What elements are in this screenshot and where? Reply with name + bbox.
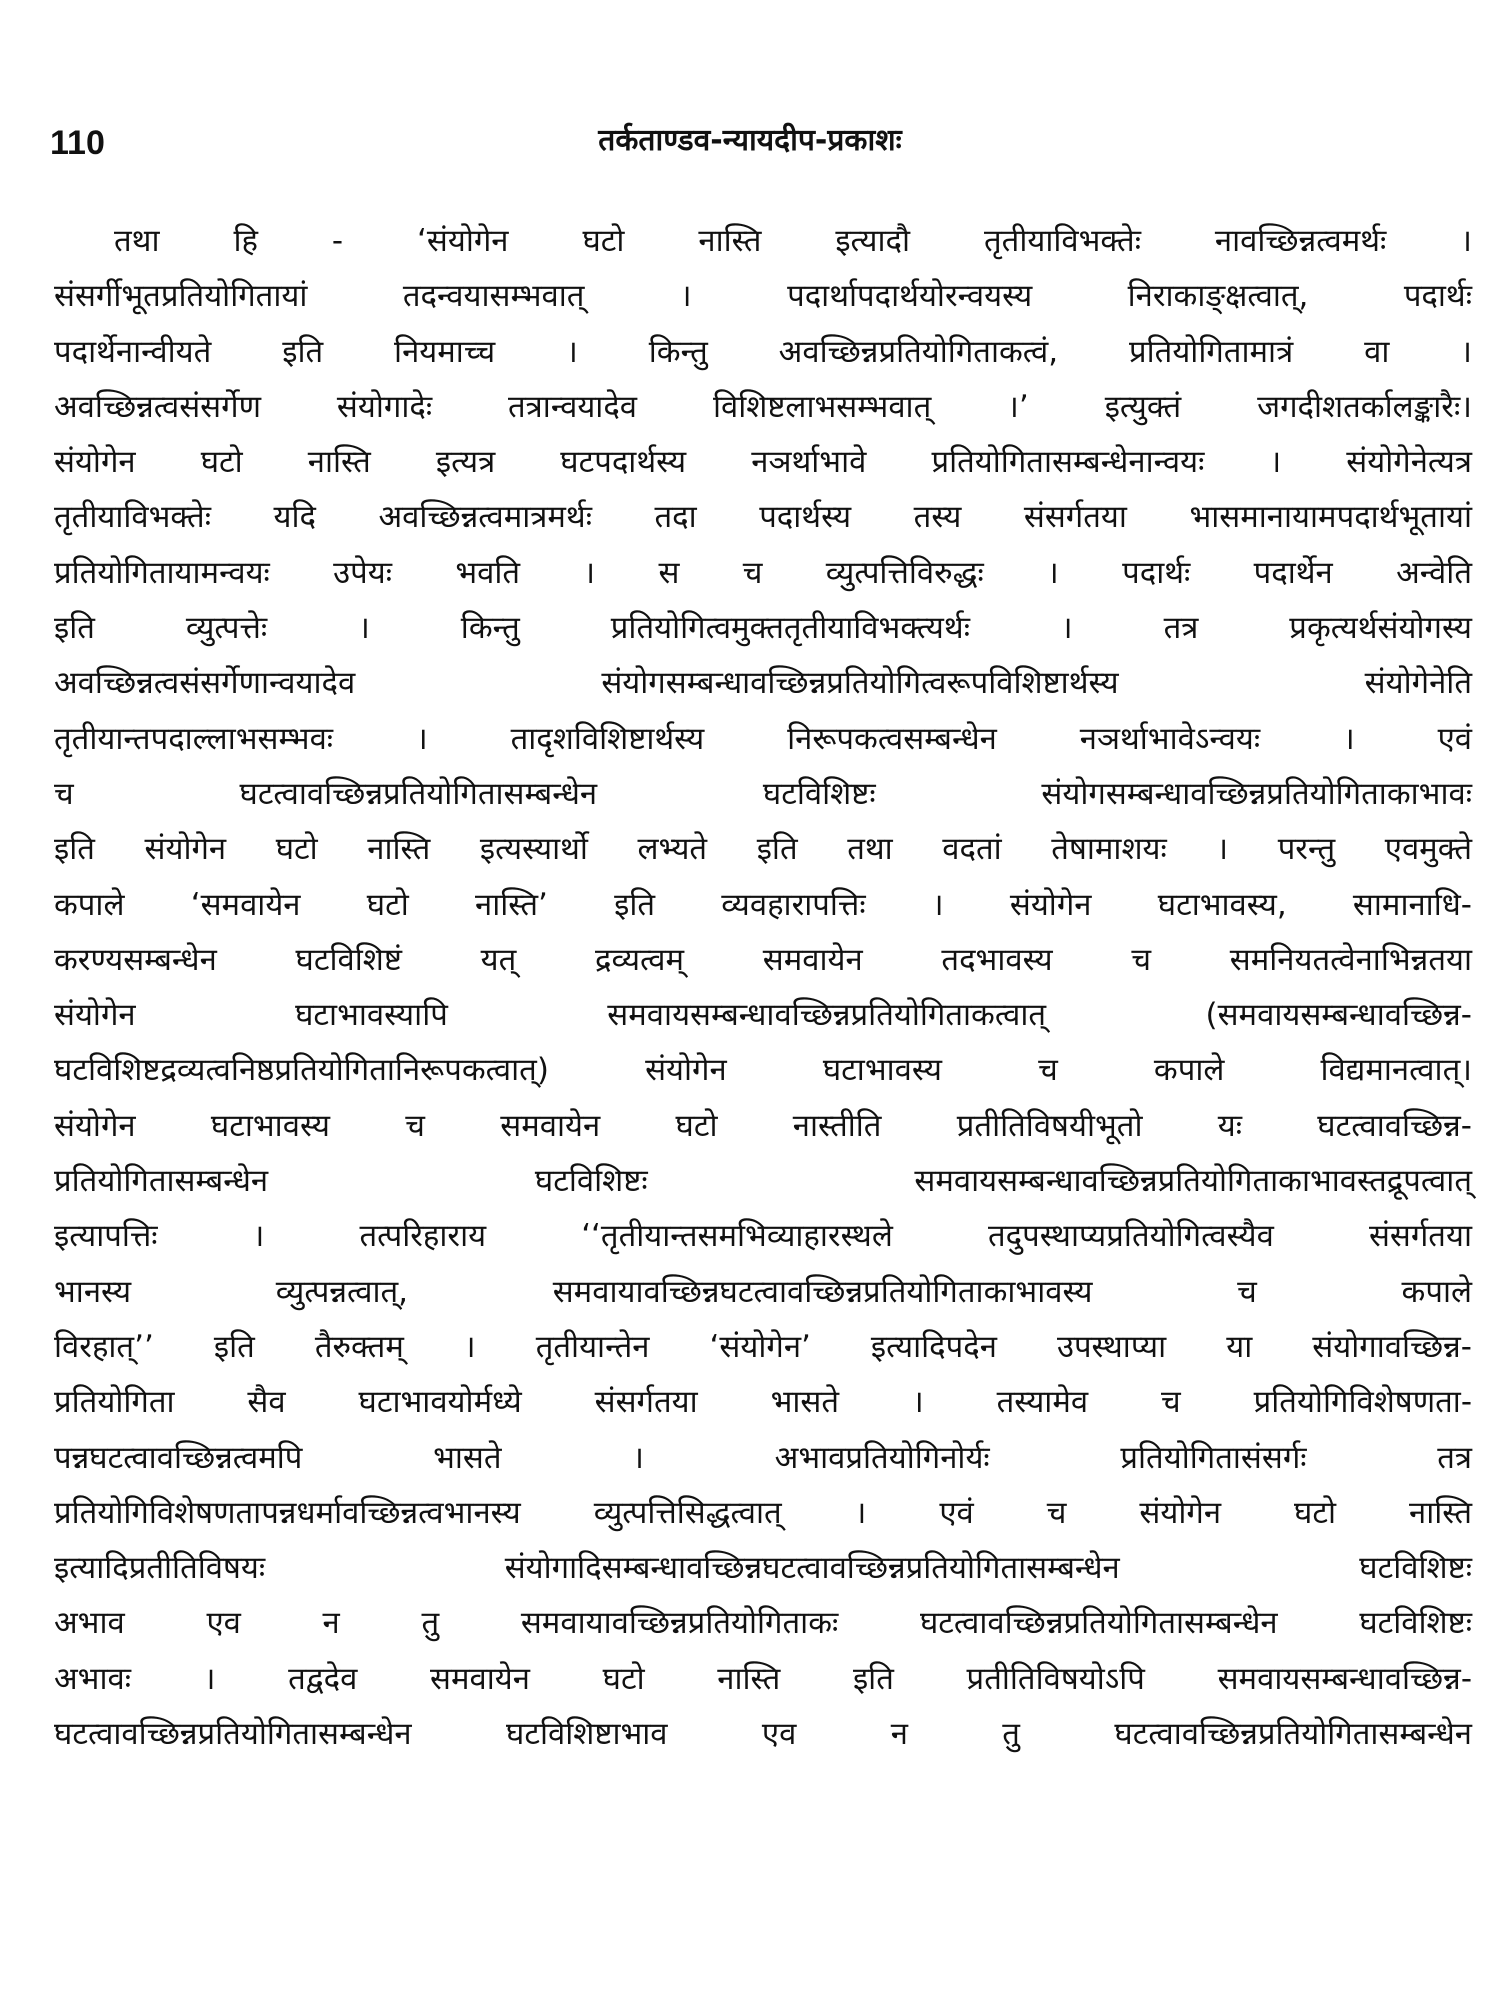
text-line: करण्यसम्बन्धेन घटविशिष्टं यत् द्रव्यत्वम् समवायेन तदभावस्य च समनियतत्वेनाभिन्नतया bbox=[54, 941, 1472, 978]
text-line: भानस्य व्युत्पन्नत्वात्, समवायावच्छिन्नघटत्वावच्छिन्नप्रतियोगिताकाभावस्य च कपाले bbox=[54, 1273, 1472, 1310]
text-line: कपाले ‘समवायेन घटो नास्ति’ इति व्यवहारापत्तिः । संयोगेन घटाभावस्य, सामानाधि- bbox=[54, 886, 1472, 923]
text-line: प्रतियोगितायामन्वयः उपेयः भवति । स च व्युत्पत्तिविरुद्धः । पदार्थः पदार्थेन अन्वेति bbox=[54, 554, 1472, 591]
text-line: इत्यापत्तिः । तत्परिहाराय ‘‘तृतीयान्तसमभिव्याहारस्थले तदुपस्थाप्यप्रतियोगित्वस्यैव संसर्गतया bbox=[54, 1218, 1472, 1255]
text-line: संयोगेन घटाभावस्यापि समवायसम्बन्धावच्छिन्नप्रतियोगिताकत्वात् (समवायसम्बन्धावच्छिन्न- bbox=[54, 997, 1472, 1034]
body-text bbox=[54, 214, 1472, 1762]
text-line: संयोगेन घटो नास्ति इत्यत्र घटपदार्थस्य नञर्थाभावे प्रतियोगितासम्बन्धेनान्वयः । संयोगेनेत्यत्र bbox=[54, 444, 1472, 481]
text-line: च घटत्वावच्छिन्नप्रतियोगितासम्बन्धेन घटविशिष्टः संयोगसम्बन्धावच्छिन्नप्रतियोगिताकाभावः bbox=[54, 775, 1472, 812]
text-line: घटविशिष्टद्रव्यत्वनिष्ठप्रतियोगितानिरूपकत्वात्) संयोगेन घटाभावस्य च कपाले विद्यमानत्वात्। bbox=[54, 1052, 1472, 1089]
text-line: प्रतियोगितासम्बन्धेन घटविशिष्टः समवायसम्बन्धावच्छिन्नप्रतियोगिताकाभावस्तद्रूपत्वात् bbox=[54, 1163, 1472, 1200]
text-line: संसर्गीभूतप्रतियोगितायां तदन्वयासम्भवात् । पदार्थापदार्थयोरन्वयस्य निराकाङ्क्षत्वात्, पदार्थः bbox=[54, 278, 1472, 315]
running-header bbox=[50, 118, 1450, 178]
text-line: अवच्छिन्नत्वसंसर्गेणान्वयादेव संयोगसम्बन्धावच्छिन्नप्रतियोगित्वरूपविशिष्टार्थस्य संयोगेनेति bbox=[54, 665, 1472, 702]
text-line: विरहात्’’ इति तैरुक्तम् । तृतीयान्तेन ‘संयोगेन’ इत्यादिपदेन उपस्थाप्या या संयोगावच्छिन्न- bbox=[54, 1328, 1472, 1365]
page-number: 110 bbox=[50, 124, 105, 162]
text-line: इति व्युत्पत्तेः । किन्तु प्रतियोगित्वमुक्ततृतीयाविभक्त्यर्थः । तत्र प्रकृत्यर्थसंयोगस्य bbox=[54, 610, 1472, 647]
text-line: प्रतियोगिविशेषणतापन्नधर्मावच्छिन्नत्वभानस्य व्युत्पत्तिसिद्धत्वात् । एवं च संयोगेन घटो नास्ति bbox=[54, 1494, 1472, 1531]
text-line: घटत्वावच्छिन्नप्रतियोगितासम्बन्धेन घटविशिष्टाभाव एव न तु घटत्वावच्छिन्नप्रतियोगितासम्बन्धेन bbox=[54, 1716, 1472, 1753]
text-line: तथा हि - ‘संयोगेन घटो नास्ति इत्यादौ तृतीयाविभक्तेः नावच्छिन्नत्वमर्थः । bbox=[114, 223, 1472, 259]
text-line: इति संयोगेन घटो नास्ति इत्यस्यार्थो लभ्यते इति तथा वदतां तेषामाशयः । परन्तु एवमुक्ते bbox=[54, 831, 1472, 868]
text-line: अवच्छिन्नत्वसंसर्गेण संयोगादेः तत्रान्वयादेव विशिष्टलाभसम्भवात् ।’ इत्युक्तं जगदीशतर्कालङ्कारैः। bbox=[54, 388, 1472, 425]
text-line: प्रतियोगिता सैव घटाभावयोर्मध्ये संसर्गतया भासते । तस्यामेव च प्रतियोगिविशेषणता- bbox=[54, 1384, 1472, 1421]
text-line: पदार्थेनान्वीयते इति नियमाच्च । किन्तु अवच्छिन्नप्रतियोगिताकत्वं, प्रतियोगितामात्रं वा । bbox=[54, 333, 1472, 370]
text-line: संयोगेन घटाभावस्य च समवायेन घटो नास्तीति प्रतीतिविषयीभूतो यः घटत्वावच्छिन्न- bbox=[54, 1107, 1472, 1144]
text-line: इत्यादिप्रतीतिविषयः संयोगादिसम्बन्धावच्छिन्नघटत्वावच्छिन्नप्रतियोगितासम्बन्धेन घटविशिष्टः bbox=[54, 1550, 1472, 1587]
text-line: अभावः । तद्वदेव समवायेन घटो नास्ति इति प्रतीतिविषयोऽपि समवायसम्बन्धावच्छिन्न- bbox=[54, 1660, 1473, 1697]
text-line: तृतीयाविभक्तेः यदि अवच्छिन्नत्वमात्रमर्थः तदा पदार्थस्य तस्य संसर्गतया भासमानायामपदार्थभूतायां bbox=[54, 499, 1472, 536]
text-line: अभाव एव न तु समवायावच्छिन्नप्रतियोगिताकः घटत्वावच्छिन्नप्रतियोगितासम्बन्धेन घटविशिष्टः bbox=[54, 1605, 1472, 1642]
text-line: तृतीयान्तपदाल्लाभसम्भवः । तादृशविशिष्टार्थस्य निरूपकत्वसम्बन्धेन नञर्थाभावेऽन्वयः । एवं bbox=[54, 720, 1472, 757]
text-line: पन्नघटत्वावच्छिन्नत्वमपि भासते । अभावप्रतियोगिनोर्यः प्रतियोगितासंसर्गः तत्र bbox=[54, 1439, 1472, 1476]
header-title: तर्कताण्डव-न्यायदीप-प्रकाशः bbox=[598, 123, 902, 158]
